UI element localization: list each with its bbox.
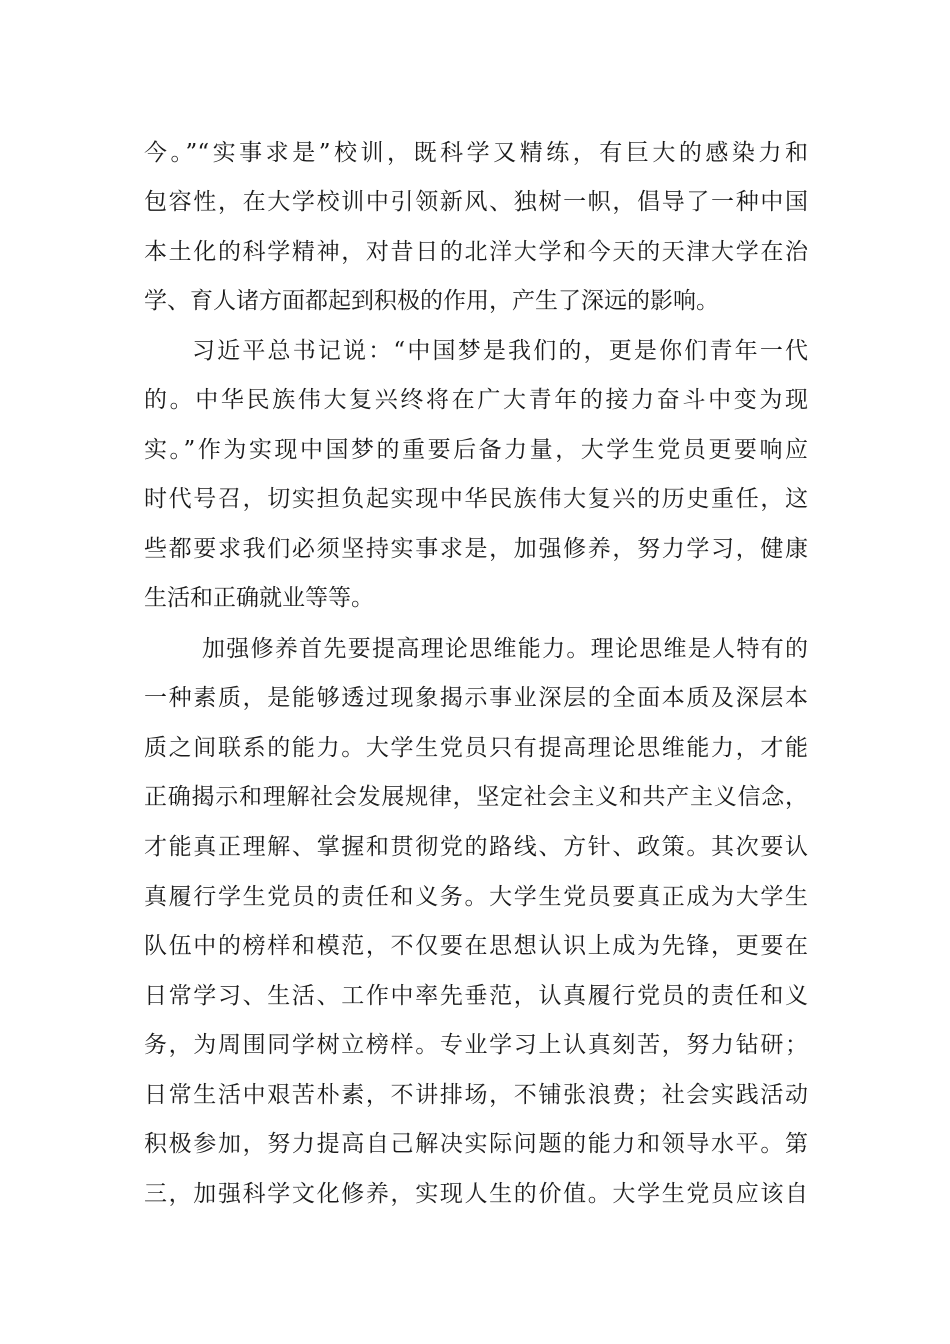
- text-line: 日常生活中艰苦朴素，不讲排场，不铺张浪费；社会实践活动: [144, 1082, 808, 1108]
- text-line: 习近平总书记说：“中国梦是我们的，更是你们青年一代: [192, 338, 808, 364]
- text-line: 的。中华民族伟大复兴终将在广大青年的接力奋斗中变为现: [144, 387, 808, 413]
- text-line: 一种素质，是能够透过现象揭示事业深层的全面本质及深层本: [144, 685, 808, 711]
- text-line: 质之间联系的能力。大学生党员只有提高理论思维能力，才能: [144, 735, 808, 761]
- text-line: 今。”“实事求是”校训，既科学又精练，有巨大的感染力和: [144, 140, 808, 166]
- text-line: 实。”作为实现中国梦的重要后备力量，大学生党员更要响应: [144, 437, 808, 463]
- text-line: 时代号召，切实担负起实现中华民族伟大复兴的历史重任，这: [144, 486, 808, 512]
- text-line: 才能真正理解、掌握和贯彻党的路线、方针、政策。其次要认: [144, 834, 808, 860]
- text-line: 本土化的科学精神，对昔日的北洋大学和今天的天津大学在治: [144, 239, 808, 265]
- text-line: 日常学习、生活、工作中率先垂范，认真履行党员的责任和义: [144, 983, 808, 1009]
- text-line: 学、育人诸方面都起到积极的作用，产生了深远的影响。: [144, 288, 719, 314]
- text-line: 生活和正确就业等等。: [144, 585, 374, 611]
- text-line: 包容性，在大学校训中引领新风、独树一帜，倡导了一种中国: [144, 189, 808, 215]
- text-line: 三，加强科学文化修养，实现人生的价值。大学生党员应该自: [144, 1181, 808, 1207]
- text-line: 队伍中的榜样和模范，不仅要在思想认识上成为先锋，更要在: [144, 933, 808, 959]
- text-line: 务，为周围同学树立榜样。专业学习上认真刻苦，努力钻研；: [144, 1032, 808, 1058]
- text-line: 加强修养首先要提高理论思维能力。理论思维是人特有的: [202, 636, 808, 662]
- text-line: 些都要求我们必须坚持实事求是，加强修养，努力学习，健康: [144, 536, 808, 562]
- text-line: 积极参加，努力提高自己解决实际问题的能力和领导水平。第: [144, 1131, 808, 1157]
- text-line: 真履行学生党员的责任和义务。大学生党员要真正成为大学生: [144, 884, 808, 910]
- text-line: 正确揭示和理解社会发展规律，坚定社会主义和共产主义信念，: [144, 784, 808, 810]
